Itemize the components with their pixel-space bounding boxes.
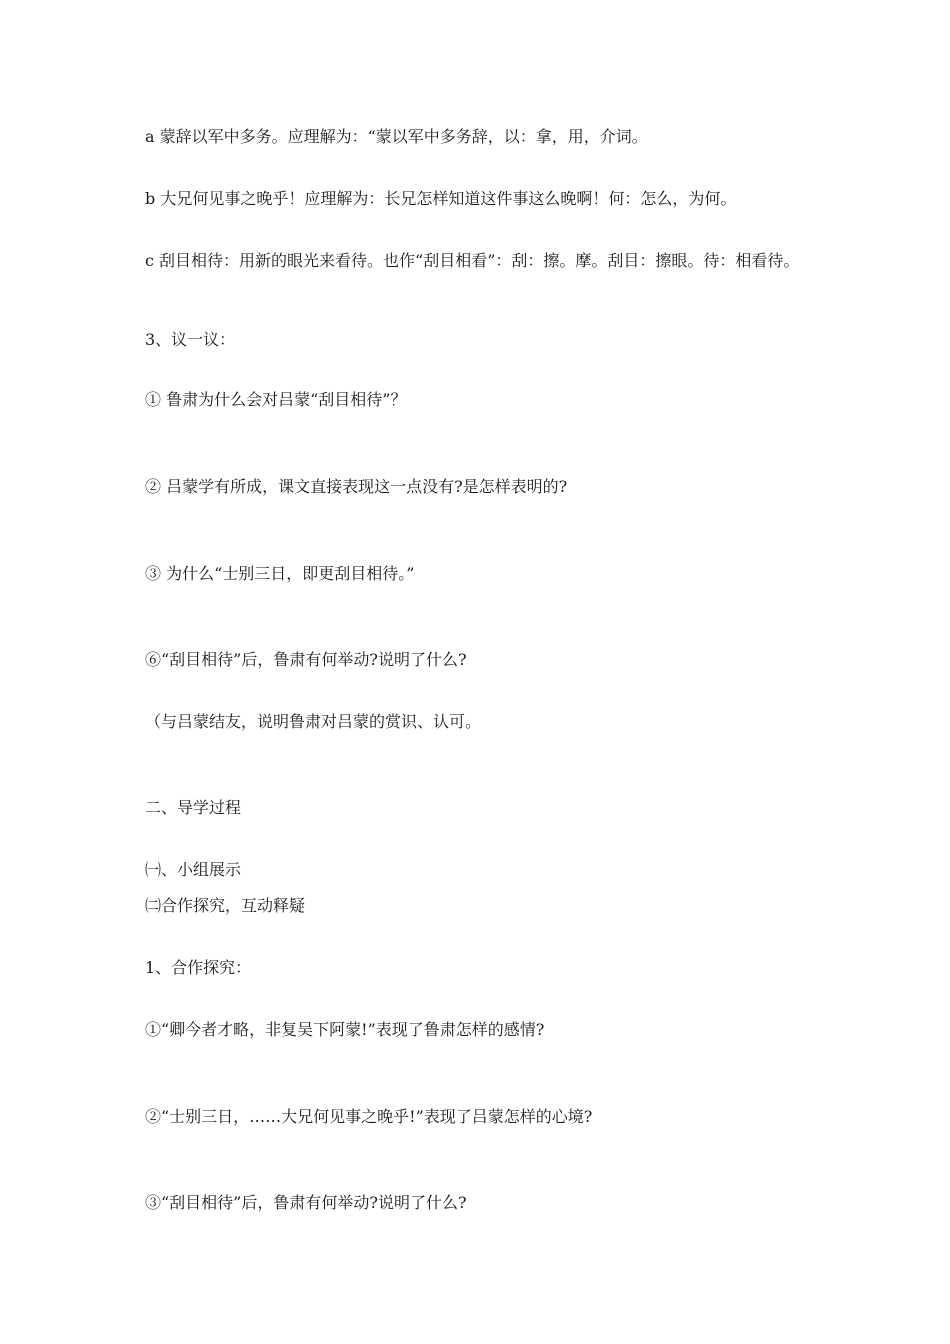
discuss-question-1: ① 鲁肃为什么会对吕蒙“刮目相待”？ (145, 390, 407, 409)
discuss-heading: 3、议一议： (145, 330, 236, 349)
discuss-question-3: ③ 为什么“士别三日，即更刮目相待。” (145, 564, 415, 583)
note-a: a 蒙辞以军中多务。应理解为：“蒙以军中多务辞，以：拿，用，介词。 (145, 127, 648, 146)
explore-question-1: ①“卿今者才略，非复吴下阿蒙!”表现了鲁肃怎样的感情? (145, 1020, 545, 1039)
discuss-question-4: ⑥“刮目相待”后，鲁肃有何举动?说明了什么? (145, 650, 467, 669)
discuss-answer: （与吕蒙结友，说明鲁肃对吕蒙的赏识、认可。 (145, 712, 482, 731)
note-c: c 刮目相待：用新的眼光来看待。也作“刮目相看”：刮：擦。摩。刮目：擦眼。待：相看待。 (145, 251, 800, 270)
discuss-question-2: ② 吕蒙学有所成，课文直接表现这一点没有?是怎样表明的? (145, 477, 568, 496)
process-step-1: ㈠、小组展示 (145, 860, 242, 879)
explore-question-2: ②“士别三日，……大兄何见事之晚乎!”表现了吕蒙怎样的心境? (145, 1107, 593, 1126)
note-b: b 大兄何见事之晚乎！应理解为：长兄怎样知道这件事这么晚啊！何：怎么，为何。 (145, 189, 737, 208)
process-step-2: ㈡合作探究，互动释疑 (145, 896, 306, 915)
process-sub-heading: 1、合作探究： (145, 958, 252, 977)
explore-question-3: ③“刮目相待”后，鲁肃有何举动?说明了什么? (145, 1193, 467, 1212)
process-heading: 二、导学过程 (145, 798, 242, 817)
